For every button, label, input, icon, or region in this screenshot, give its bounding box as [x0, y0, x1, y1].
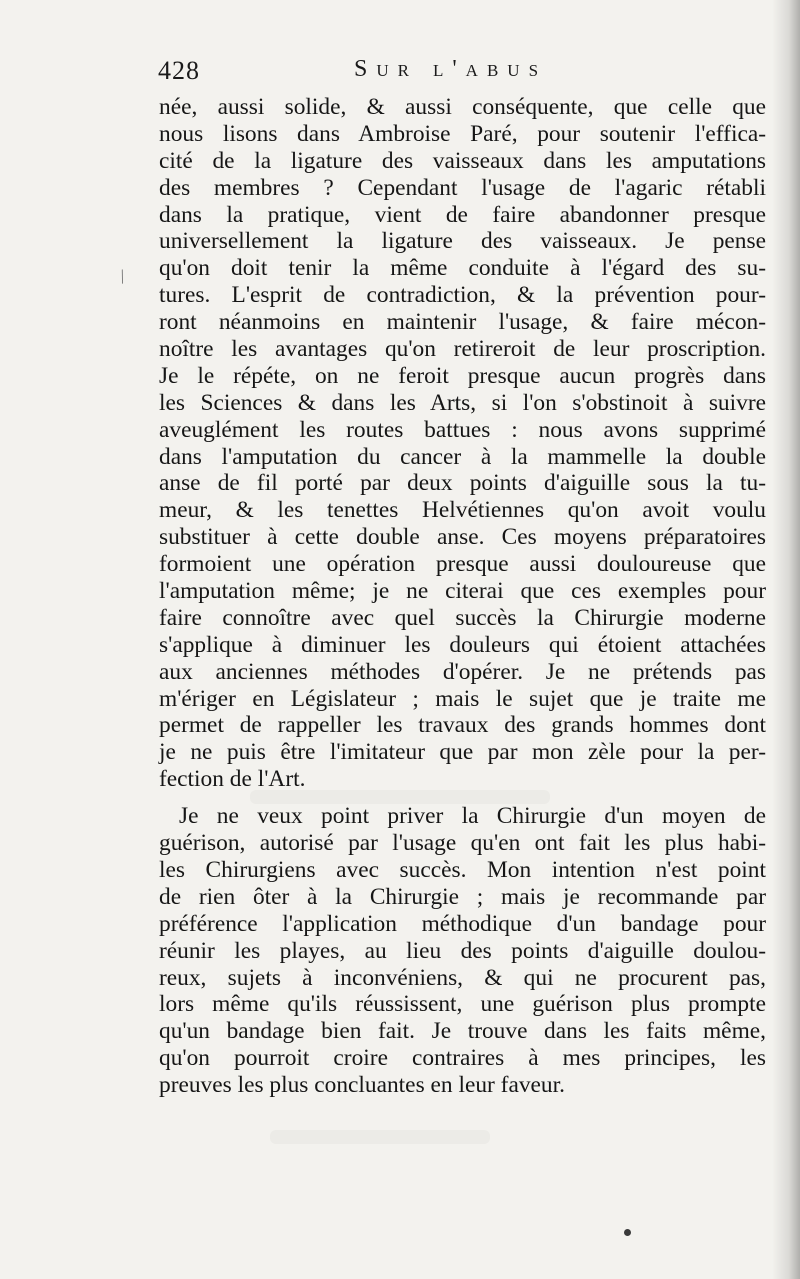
text-line: aveuglément les routes battues : nous avons supprimé	[159, 416, 766, 443]
text-line: anse de fil porté par deux points d'aiguille sous la tu-	[159, 470, 766, 497]
text-line: née, aussi solide, & aussi conséquente, que celle que	[159, 94, 766, 120]
text-line: nous lisons dans Ambroise Paré, pour soutenir l'effica-	[159, 120, 766, 147]
text-line: lors même qu'ils réussissent, une guérison plus prompte	[159, 991, 766, 1018]
page-header	[158, 56, 786, 92]
text-line: permet de rappeller les travaux des grands hommes dont	[159, 712, 766, 739]
ink-spot	[624, 1229, 631, 1236]
text-line: je ne puis être l'imitateur que par mon zèle pour la per-	[159, 739, 766, 766]
text-line: qu'on doit tenir la même conduite à l'égard des su-	[159, 255, 766, 282]
text-line: preuves les plus concluantes en leur faveur.	[159, 1072, 565, 1099]
text-line: universellement la ligature des vaisseaux. Je pense	[159, 228, 766, 255]
text-line: de rien ôter à la Chirurgie ; mais je recommande par	[159, 883, 766, 910]
margin-pencil-mark: /	[116, 265, 129, 289]
text-line: dans l'amputation du cancer à la mammelle la double	[159, 443, 766, 470]
text-line: noître les avantages qu'on retireroit de leur proscription.	[159, 336, 766, 363]
text-line: substituer à cette double anse. Ces moyens préparatoires	[159, 524, 766, 551]
text-line: réunir les playes, au lieu des points d'aiguille doulou-	[159, 937, 766, 964]
text-line: guérison, autorisé par l'usage qu'en ont fait les plus habi-	[159, 830, 766, 857]
text-line: tures. L'esprit de contradiction, & la prévention pour-	[159, 282, 766, 309]
paragraph-gap	[159, 793, 766, 803]
text-line: aux anciennes méthodes d'opérer. Je ne prétends pas	[159, 658, 766, 685]
text-line: meur, & les tenettes Helvétiennes qu'on avoit voulu	[159, 497, 766, 524]
text-line: les Sciences & dans les Arts, si l'on s'obstinoit à suivre	[159, 389, 766, 416]
page-gutter-shadow	[772, 0, 800, 1279]
show-through-ink	[270, 1130, 490, 1144]
text-line: dans la pratique, vient de faire abandonner presque	[159, 201, 766, 228]
text-line: fection de l'Art.	[159, 766, 306, 793]
text-line: m'ériger en Législateur ; mais le sujet que je traite me	[159, 685, 766, 712]
text-line: des membres ? Cependant l'usage de l'agaric rétabli	[159, 174, 766, 201]
running-head: Sur l'abus	[354, 56, 548, 82]
text-line: reux, sujets à inconvéniens, & qui ne procurent pas,	[159, 964, 766, 991]
text-line: Je le répéte, on ne feroit presque aucun progrès dans	[159, 362, 766, 389]
text-line: formoient une opération presque aussi douloureuse que	[159, 551, 766, 578]
paragraph	[159, 803, 766, 1099]
text-line: qu'un bandage bien fait. Je trouve dans les faits même,	[159, 1018, 766, 1045]
text-line: ront néanmoins en maintenir l'usage, & faire mécon-	[159, 309, 766, 336]
paragraph	[159, 94, 766, 793]
text-line: préférence l'application méthodique d'un bandage pour	[159, 910, 766, 937]
text-line: faire connoître avec quel succès la Chirurgie moderne	[159, 604, 766, 631]
text-line: cité de la ligature des vaisseaux dans les amputations	[159, 147, 766, 174]
text-line: Je ne veux point priver la Chirurgie d'un moyen de	[179, 803, 766, 830]
text-line: l'amputation même; je ne citerai que ces exemples pour	[159, 578, 766, 605]
text-line: les Chirurgiens avec succès. Mon intention n'est point	[159, 856, 766, 883]
text-line: qu'on pourroit croire contraires à mes principes, les	[159, 1045, 766, 1072]
body-text	[159, 94, 766, 1099]
text-line: s'applique à diminuer les douleurs qui étoient attachées	[159, 631, 766, 658]
page-number: 428	[158, 56, 200, 85]
